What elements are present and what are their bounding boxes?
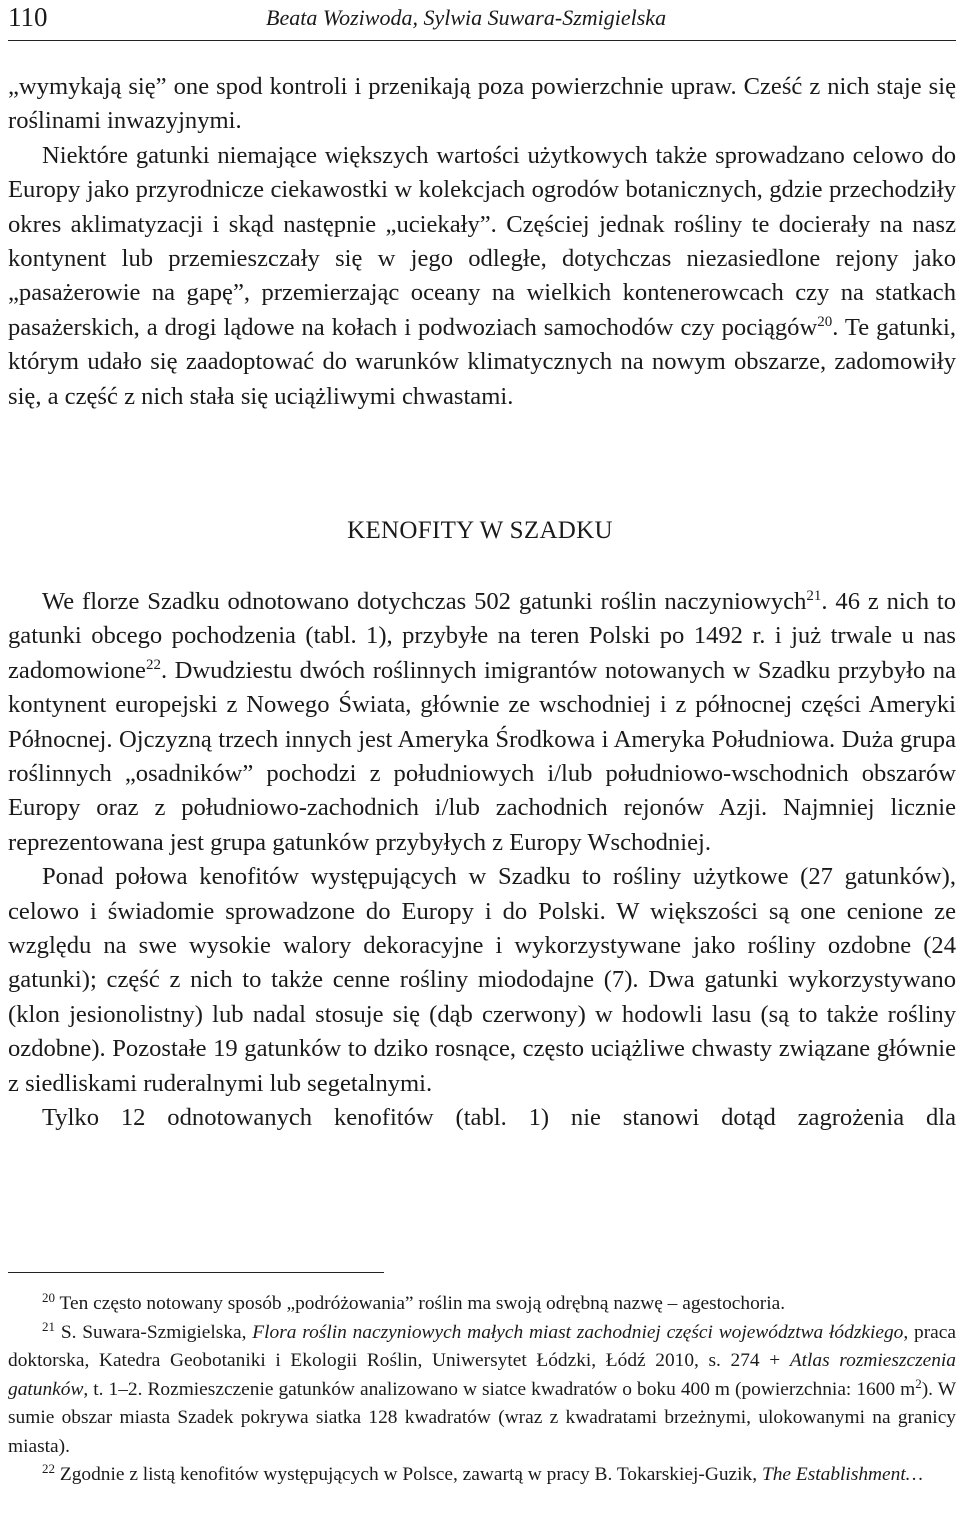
- running-head-authors: Beata Woziwoda, Sylwia Suwara-Szmigielska: [266, 5, 667, 30]
- paragraph-1: „wymykają się” one spod kontroli i przenikają poza powierzchnie upraw. Cześć z nich staje się roślinami inwazyjnymi.: [8, 73, 956, 135]
- footnote-20-text: Ten często notowany sposób „podróżowania” roślin ma swoją odrębną nazwę – agestochoria.: [59, 1293, 786, 1314]
- paragraph-2: [8, 139, 956, 414]
- paragraph-4: Ponad połowa kenofitów występujących w Szadku to rośliny użytkowe (27 gatunków), celowo i świadomie sprowadzone do Europy i do Polski. W większości są one cenione ze względu na swe wysokie walory dekoracyjne i wykorzystywane jako rośliny ozdobne (24 gatunki); część z nich to także cenne rośliny miododajne (7). Dwa gatunki wykorzystywano (klon jesionolistny) lub nadal stosuje się (dąb czerwony) w hodowli lasu (są to także rośliny ozdobne). Pozostałe 19 gatunków to dziko rosnące, często uciążliwe chwasty związane głównie z siedliskami ruderalnymi lub segetalnymi.: [8, 863, 956, 1097]
- body-text-main: [8, 585, 956, 1136]
- footnote-21-rest-a: , t. 1–2. Rozmieszczenie gatunków analizowano w siatce kwadratów o boku 400 m (powierzchnia: 1600 m: [83, 1378, 916, 1400]
- footnote-ref-21[interactable]: 21: [806, 588, 822, 604]
- footnote-ref-22[interactable]: 22: [145, 656, 161, 673]
- footnote-21-mid: , praca doktorska, Katedra Geobotaniki i Ekologii Roślin, Uniwersytet Łódzki, Łódź 2010, s. 274 +: [8, 1321, 956, 1371]
- paragraph-5: Tylko 12 odnotowanych kenofitów (tabl. 1) nie stanowi dotąd zagrożenia dla: [42, 1104, 956, 1132]
- footnote-22: [8, 1461, 956, 1490]
- body-text-top: [8, 70, 956, 414]
- footnote-21-title: Flora roślin naczyniowych małych miast zachodniej części województwa łódzkiego: [252, 1321, 904, 1343]
- footnote-rule: [8, 1272, 384, 1273]
- running-header: [8, 0, 956, 36]
- paragraph-2-text-b: . Te gatunki, którym udało się zaadoptować do warunków klimatycznych na nowym obszarze, zadomowiły się, a część z nich stała się uciążliwymi chwastami.: [8, 313, 957, 410]
- footnote-22-number: 22: [42, 1461, 55, 1476]
- footnote-22-title: The Establishment…: [761, 1464, 923, 1485]
- footnote-ref-20[interactable]: 20: [817, 313, 833, 330]
- footnote-21-rest-b: ). W sumie obszar miasta Szadek pokrywa siatka 128 kwadratów (wraz z kwadratami brzeżnymi, ulokowanymi na granicy miasta).: [8, 1378, 956, 1457]
- footnote-21-superscript: 2: [915, 1375, 922, 1391]
- footnote-22-text: Zgodnie z listą kenofitów występujących w Polsce, zawartą w pracy B. Tokarskiej-Guzik,: [59, 1464, 762, 1485]
- footnote-20-number: 20: [42, 1290, 55, 1305]
- footnote-21-atlas: Atlas rozmieszczenia gatunków: [8, 1350, 956, 1400]
- paragraph-3-text-b: . 46 z nich to gatunki obcego pochodzenia (tabl. 1), przybyłe na teren Polski po 1492 r. i już trwale u nas zadomowione: [8, 588, 956, 684]
- paragraph-3-text-c: . Dwudziestu dwóch roślinnych imigrantów notowanych w Szadku przybyło na kontynent europejski z Nowego Świata, głównie ze wschodniej i z północnej części Ameryki Północnej. Ojczyzną trzech innych jest Ameryka Środkowa i Ameryka Południowa. Duża grupa roślinnych „osadników” pochodzi z południowych i/lub południowo-wschodnich obszarów Europy oraz z południowo-zachodnich i/lub zachodnich rejonów Azji. Najmniej licznie reprezentowana jest grupa gatunków przybyłych z Europy Wschodniej.: [8, 656, 956, 856]
- footnote-21: [8, 1319, 956, 1462]
- page-number: 110: [8, 2, 48, 32]
- paragraph-3: [8, 585, 956, 860]
- footnote-20: [8, 1290, 956, 1319]
- paragraph-3-text-a: We florze Szadku odnotowano dotychczas 502 gatunki roślin naczyniowych: [42, 588, 807, 615]
- footnotes: [8, 1290, 956, 1490]
- paragraph-2-text-a: Niektóre gatunki niemające większych wartości użytkowych także sprowadzano celowo do Europy jako przyrodnicze ciekawostki w kolekcjach ogrodów botanicznych, gdzie przechodziły okres aklimatyzacji i skąd następnie „uciekały”. Częściej jednak rośliny te docierały na nasz kontynent lub przemieszczały się w jego odległe, dotychczas niezasiedlone rejony jako „pasażerowie na gapę”, przemierzając oceany na wielkich kontenerowcach czy na statkach pasażerskich, a drogi lądowe na kołach i podwoziach samochodów czy pociągów: [8, 141, 956, 341]
- footnote-21-number: 21: [42, 1318, 55, 1334]
- section-heading: KENOFITY W SZADKU: [347, 517, 613, 544]
- header-rule: [8, 40, 956, 41]
- footnote-21-author: S. Suwara-Szmigielska,: [60, 1321, 253, 1343]
